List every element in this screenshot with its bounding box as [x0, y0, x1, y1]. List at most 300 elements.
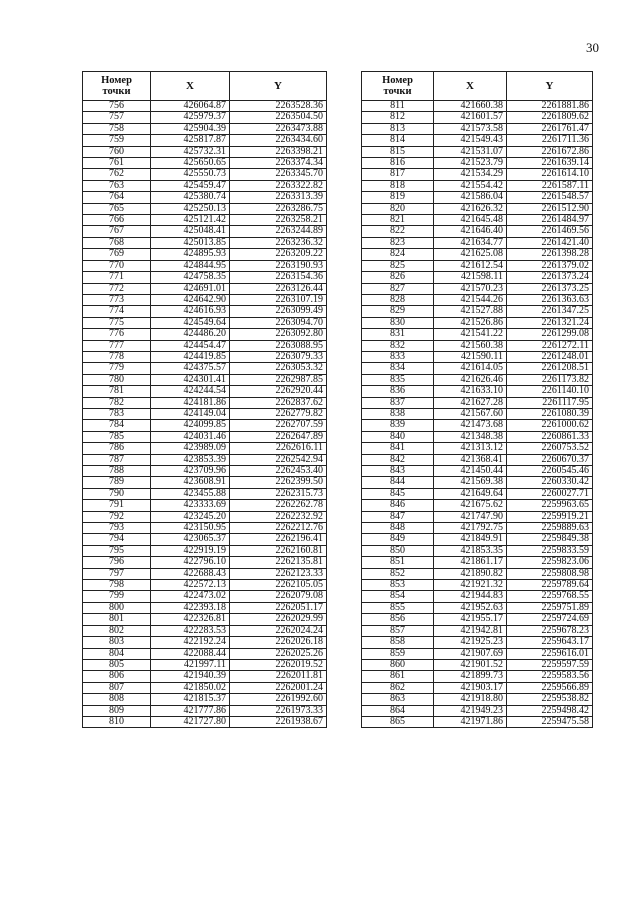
- point-number-cell: 857: [362, 625, 434, 636]
- y-coordinate-cell: 2259919.21: [507, 511, 593, 522]
- y-coordinate-cell: 2262232.92: [230, 511, 327, 522]
- point-number-cell: 774: [83, 306, 151, 317]
- point-number-cell: 803: [83, 637, 151, 648]
- y-coordinate-cell: 2261992.60: [230, 694, 327, 705]
- table-row: [83, 135, 327, 146]
- y-coordinate-cell: 2262019.52: [230, 659, 327, 670]
- y-coordinate-cell: 2262647.89: [230, 431, 327, 442]
- x-coordinate-cell: 421940.39: [151, 671, 230, 682]
- point-number-cell: 838: [362, 408, 434, 419]
- x-coordinate-cell: 424844.95: [151, 260, 230, 271]
- point-number-cell: 863: [362, 694, 434, 705]
- x-coordinate-cell: 421634.77: [434, 237, 507, 248]
- x-coordinate-cell: 421541.22: [434, 329, 507, 340]
- table-row: [83, 648, 327, 659]
- x-coordinate-cell: 424691.01: [151, 283, 230, 294]
- table-row: [362, 534, 593, 545]
- table-row: [83, 351, 327, 362]
- page-number: 30: [586, 40, 599, 55]
- point-number-cell: 790: [83, 488, 151, 499]
- table-header-row: [83, 72, 327, 101]
- y-coordinate-cell: 2261398.28: [507, 249, 593, 260]
- table-row: [362, 614, 593, 625]
- x-coordinate-cell: 421586.04: [434, 192, 507, 203]
- y-coordinate-cell: 2262707.59: [230, 420, 327, 431]
- table-row: [83, 112, 327, 123]
- table-row: [83, 272, 327, 283]
- coordinates-table-right: [361, 71, 593, 728]
- table-body-left: [83, 101, 327, 728]
- point-number-cell: 757: [83, 112, 151, 123]
- table-row: [83, 568, 327, 579]
- table-row: [362, 272, 593, 283]
- x-coordinate-cell: 422572.13: [151, 580, 230, 591]
- point-number-cell: 781: [83, 386, 151, 397]
- y-coordinate-cell: 2259616.01: [507, 648, 593, 659]
- x-coordinate-cell: 421348.38: [434, 431, 507, 442]
- x-coordinate-cell: 424642.90: [151, 294, 230, 305]
- y-coordinate-cell: 2259808.98: [507, 568, 593, 579]
- x-coordinate-cell: 421777.86: [151, 705, 230, 716]
- table-row: [83, 500, 327, 511]
- x-coordinate-cell: 421861.17: [434, 557, 507, 568]
- x-coordinate-cell: 424895.93: [151, 249, 230, 260]
- x-coordinate-cell: 421531.07: [434, 146, 507, 157]
- x-coordinate-cell: 425459.47: [151, 180, 230, 191]
- table-row: [362, 169, 593, 180]
- y-coordinate-cell: 2263126.44: [230, 283, 327, 294]
- y-coordinate-cell: 2260670.37: [507, 454, 593, 465]
- y-coordinate-cell: 2261248.01: [507, 351, 593, 362]
- x-coordinate-cell: 422919.19: [151, 545, 230, 556]
- x-coordinate-cell: 423333.69: [151, 500, 230, 511]
- x-coordinate-cell: 421849.91: [434, 534, 507, 545]
- table-row: [83, 340, 327, 351]
- table-row: [83, 614, 327, 625]
- point-number-cell: 807: [83, 682, 151, 693]
- table-row: [362, 466, 593, 477]
- x-coordinate-cell: 424031.46: [151, 431, 230, 442]
- table-row: [83, 249, 327, 260]
- table-row: [83, 705, 327, 716]
- y-coordinate-cell: 2262025.26: [230, 648, 327, 659]
- y-coordinate-cell: 2262029.99: [230, 614, 327, 625]
- table-row: [83, 671, 327, 682]
- table-row: [362, 602, 593, 613]
- y-coordinate-cell: 2262196.41: [230, 534, 327, 545]
- x-coordinate-cell: 421850.02: [151, 682, 230, 693]
- x-coordinate-cell: 421549.43: [434, 135, 507, 146]
- x-coordinate-cell: 421614.05: [434, 363, 507, 374]
- y-coordinate-cell: 2262453.40: [230, 466, 327, 477]
- table-row: [362, 351, 593, 362]
- table-row: [362, 511, 593, 522]
- table-row: [362, 260, 593, 271]
- y-coordinate-cell: 2261000.62: [507, 420, 593, 431]
- point-number-cell: 853: [362, 580, 434, 591]
- point-number-cell: 831: [362, 329, 434, 340]
- table-row: [362, 682, 593, 693]
- y-coordinate-cell: 2263313.39: [230, 192, 327, 203]
- x-coordinate-cell: 421590.11: [434, 351, 507, 362]
- table-row: [362, 591, 593, 602]
- x-coordinate-cell: 422473.02: [151, 591, 230, 602]
- x-coordinate-cell: 421890.82: [434, 568, 507, 579]
- table-row: [362, 123, 593, 134]
- table-row: [83, 523, 327, 534]
- y-coordinate-cell: 2259768.55: [507, 591, 593, 602]
- table-row: [83, 146, 327, 157]
- point-number-cell: 771: [83, 272, 151, 283]
- x-coordinate-cell: 425380.74: [151, 192, 230, 203]
- y-coordinate-cell: 2261973.33: [230, 705, 327, 716]
- table-row: [362, 306, 593, 317]
- point-number-cell: 782: [83, 397, 151, 408]
- table-row: [83, 397, 327, 408]
- point-number-cell: 779: [83, 363, 151, 374]
- table-row: [83, 591, 327, 602]
- point-number-cell: 858: [362, 637, 434, 648]
- y-coordinate-cell: 2262001.24: [230, 682, 327, 693]
- point-number-cell: 775: [83, 317, 151, 328]
- table-row: [362, 671, 593, 682]
- table-row: [83, 477, 327, 488]
- point-number-cell: 784: [83, 420, 151, 431]
- point-number-cell: 783: [83, 408, 151, 419]
- point-number-cell: 759: [83, 135, 151, 146]
- x-coordinate-cell: 421815.37: [151, 694, 230, 705]
- x-coordinate-cell: 421570.23: [434, 283, 507, 294]
- x-coordinate-cell: 421473.68: [434, 420, 507, 431]
- y-coordinate-cell: 2263092.80: [230, 329, 327, 340]
- y-coordinate-cell: 2259724.69: [507, 614, 593, 625]
- table-row: [83, 363, 327, 374]
- table-row: [83, 329, 327, 340]
- y-coordinate-cell: 2260753.52: [507, 443, 593, 454]
- table-row: [362, 523, 593, 534]
- header-point-number: [83, 72, 151, 101]
- point-number-cell: 832: [362, 340, 434, 351]
- y-coordinate-cell: 2263345.70: [230, 169, 327, 180]
- x-coordinate-cell: 423989.09: [151, 443, 230, 454]
- point-number-cell: 822: [362, 226, 434, 237]
- point-number-cell: 839: [362, 420, 434, 431]
- x-coordinate-cell: 421534.29: [434, 169, 507, 180]
- y-coordinate-cell: 2262837.62: [230, 397, 327, 408]
- table-row: [362, 226, 593, 237]
- point-number-cell: 837: [362, 397, 434, 408]
- table-row: [83, 192, 327, 203]
- x-coordinate-cell: 421554.42: [434, 180, 507, 191]
- x-coordinate-cell: 421942.81: [434, 625, 507, 636]
- x-coordinate-cell: 421567.60: [434, 408, 507, 419]
- x-coordinate-cell: 423853.39: [151, 454, 230, 465]
- x-coordinate-cell: 421997.11: [151, 659, 230, 670]
- y-coordinate-cell: 2262135.81: [230, 557, 327, 568]
- point-number-cell: 767: [83, 226, 151, 237]
- table-row: [83, 226, 327, 237]
- point-number-cell: 806: [83, 671, 151, 682]
- point-number-cell: 833: [362, 351, 434, 362]
- y-coordinate-cell: 2262024.24: [230, 625, 327, 636]
- table-row: [362, 180, 593, 191]
- point-number-cell: 859: [362, 648, 434, 659]
- table-row: [362, 146, 593, 157]
- y-coordinate-cell: 2263236.32: [230, 237, 327, 248]
- point-number-cell: 802: [83, 625, 151, 636]
- x-coordinate-cell: 421633.10: [434, 386, 507, 397]
- table-row: [362, 249, 593, 260]
- table-row: [362, 454, 593, 465]
- y-coordinate-cell: 2261881.86: [507, 101, 593, 112]
- y-coordinate-cell: 2263322.82: [230, 180, 327, 191]
- table-row: [83, 294, 327, 305]
- y-coordinate-cell: 2261761.47: [507, 123, 593, 134]
- y-coordinate-cell: 2261117.95: [507, 397, 593, 408]
- y-coordinate-cell: 2259849.38: [507, 534, 593, 545]
- x-coordinate-cell: 421527.88: [434, 306, 507, 317]
- table-row: [83, 169, 327, 180]
- y-coordinate-cell: 2261299.08: [507, 329, 593, 340]
- x-coordinate-cell: 421899.73: [434, 671, 507, 682]
- table-row: [83, 545, 327, 556]
- x-coordinate-cell: 421792.75: [434, 523, 507, 534]
- table-row: [362, 431, 593, 442]
- x-coordinate-cell: 421626.32: [434, 203, 507, 214]
- table-row: [362, 716, 593, 727]
- y-coordinate-cell: 2263088.95: [230, 340, 327, 351]
- y-coordinate-cell: 2261208.51: [507, 363, 593, 374]
- y-coordinate-cell: 2261469.56: [507, 226, 593, 237]
- x-coordinate-cell: 424244.54: [151, 386, 230, 397]
- y-coordinate-cell: 2261373.24: [507, 272, 593, 283]
- table-row: [83, 158, 327, 169]
- table-row: [83, 215, 327, 226]
- point-number-cell: 860: [362, 659, 434, 670]
- point-number-cell: 762: [83, 169, 151, 180]
- y-coordinate-cell: 2261363.63: [507, 294, 593, 305]
- point-number-cell: 813: [362, 123, 434, 134]
- table-row: [362, 397, 593, 408]
- table-row: [83, 716, 327, 727]
- x-coordinate-cell: 424181.86: [151, 397, 230, 408]
- table-row: [83, 488, 327, 499]
- point-number-cell: 801: [83, 614, 151, 625]
- point-number-cell: 852: [362, 568, 434, 579]
- x-coordinate-cell: 424419.85: [151, 351, 230, 362]
- point-number-cell: 788: [83, 466, 151, 477]
- point-number-cell: 793: [83, 523, 151, 534]
- x-coordinate-cell: 421649.64: [434, 488, 507, 499]
- x-coordinate-cell: 421952.63: [434, 602, 507, 613]
- x-coordinate-cell: 424301.41: [151, 374, 230, 385]
- x-coordinate-cell: 424375.57: [151, 363, 230, 374]
- point-number-cell: 814: [362, 135, 434, 146]
- table-row: [83, 511, 327, 522]
- point-number-cell: 760: [83, 146, 151, 157]
- y-coordinate-cell: 2263209.22: [230, 249, 327, 260]
- x-coordinate-cell: 425650.65: [151, 158, 230, 169]
- table-row: [83, 466, 327, 477]
- point-number-cell: 797: [83, 568, 151, 579]
- table-row: [83, 580, 327, 591]
- y-coordinate-cell: 2259498.42: [507, 705, 593, 716]
- y-coordinate-cell: 2260027.71: [507, 488, 593, 499]
- x-coordinate-cell: 425121.42: [151, 215, 230, 226]
- x-coordinate-cell: 421601.57: [434, 112, 507, 123]
- point-number-cell: 773: [83, 294, 151, 305]
- table-row: [362, 659, 593, 670]
- header-point-number: [362, 72, 434, 101]
- point-number-cell: 861: [362, 671, 434, 682]
- point-number-cell: 816: [362, 158, 434, 169]
- table-row: [362, 192, 593, 203]
- x-coordinate-cell: 421627.28: [434, 397, 507, 408]
- x-coordinate-cell: 421523.79: [434, 158, 507, 169]
- table-row: [362, 545, 593, 556]
- table-row: [362, 386, 593, 397]
- y-coordinate-cell: 2263154.36: [230, 272, 327, 283]
- point-number-cell: 851: [362, 557, 434, 568]
- y-coordinate-cell: 2263107.19: [230, 294, 327, 305]
- x-coordinate-cell: 424616.93: [151, 306, 230, 317]
- point-number-cell: 810: [83, 716, 151, 727]
- point-number-cell: 765: [83, 203, 151, 214]
- table-row: [83, 694, 327, 705]
- point-number-cell: 856: [362, 614, 434, 625]
- x-coordinate-cell: 422192.24: [151, 637, 230, 648]
- point-number-cell: 786: [83, 443, 151, 454]
- table-row: [83, 237, 327, 248]
- point-number-cell: 769: [83, 249, 151, 260]
- y-coordinate-cell: 2261548.57: [507, 192, 593, 203]
- x-coordinate-cell: 421626.46: [434, 374, 507, 385]
- point-number-cell: 848: [362, 523, 434, 534]
- x-coordinate-cell: 425013.85: [151, 237, 230, 248]
- table-row: [83, 203, 327, 214]
- table-row: [362, 705, 593, 716]
- point-number-cell: 865: [362, 716, 434, 727]
- y-coordinate-cell: 2262779.82: [230, 408, 327, 419]
- y-coordinate-cell: 2263504.50: [230, 112, 327, 123]
- point-number-cell: 854: [362, 591, 434, 602]
- y-coordinate-cell: 2263258.21: [230, 215, 327, 226]
- y-coordinate-cell: 2263053.32: [230, 363, 327, 374]
- y-coordinate-cell: 2263079.33: [230, 351, 327, 362]
- table-row: [83, 317, 327, 328]
- point-number-cell: 843: [362, 466, 434, 477]
- point-number-cell: 768: [83, 237, 151, 248]
- y-coordinate-cell: 2259643.17: [507, 637, 593, 648]
- point-number-cell: 823: [362, 237, 434, 248]
- x-coordinate-cell: 421625.08: [434, 249, 507, 260]
- x-coordinate-cell: 423709.96: [151, 466, 230, 477]
- x-coordinate-cell: 421727.80: [151, 716, 230, 727]
- y-coordinate-cell: 2259583.56: [507, 671, 593, 682]
- table-row: [362, 215, 593, 226]
- point-number-cell: 785: [83, 431, 151, 442]
- y-coordinate-cell: 2262987.85: [230, 374, 327, 385]
- point-number-cell: 826: [362, 272, 434, 283]
- table-row: [83, 408, 327, 419]
- point-number-cell: 821: [362, 215, 434, 226]
- table-row: [362, 488, 593, 499]
- x-coordinate-cell: 421921.32: [434, 580, 507, 591]
- header-point-line2: точки: [102, 86, 131, 97]
- x-coordinate-cell: 421918.80: [434, 694, 507, 705]
- x-coordinate-cell: 421901.52: [434, 659, 507, 670]
- x-coordinate-cell: 421560.38: [434, 340, 507, 351]
- point-number-cell: 817: [362, 169, 434, 180]
- y-coordinate-cell: 2263099.49: [230, 306, 327, 317]
- y-coordinate-cell: 2263244.89: [230, 226, 327, 237]
- x-coordinate-cell: 421944.83: [434, 591, 507, 602]
- y-coordinate-cell: 2261809.62: [507, 112, 593, 123]
- point-number-cell: 811: [362, 101, 434, 112]
- y-coordinate-cell: 2262105.05: [230, 580, 327, 591]
- point-number-cell: 804: [83, 648, 151, 659]
- y-coordinate-cell: 2259597.59: [507, 659, 593, 670]
- y-coordinate-cell: 2260330.42: [507, 477, 593, 488]
- x-coordinate-cell: 421526.86: [434, 317, 507, 328]
- point-number-cell: 756: [83, 101, 151, 112]
- point-number-cell: 772: [83, 283, 151, 294]
- point-number-cell: 763: [83, 180, 151, 191]
- table-row: [83, 682, 327, 693]
- header-x: X: [434, 72, 507, 101]
- header-y: Y: [507, 72, 593, 101]
- point-number-cell: 840: [362, 431, 434, 442]
- table-row: [83, 602, 327, 613]
- point-number-cell: 791: [83, 500, 151, 511]
- y-coordinate-cell: 2261938.67: [230, 716, 327, 727]
- y-coordinate-cell: 2263528.36: [230, 101, 327, 112]
- table-row: [362, 625, 593, 636]
- x-coordinate-cell: 421907.69: [434, 648, 507, 659]
- x-coordinate-cell: 421612.54: [434, 260, 507, 271]
- table-row: [83, 386, 327, 397]
- x-coordinate-cell: 424099.85: [151, 420, 230, 431]
- table-row: [362, 420, 593, 431]
- point-number-cell: 836: [362, 386, 434, 397]
- x-coordinate-cell: 424758.35: [151, 272, 230, 283]
- x-coordinate-cell: 421645.48: [434, 215, 507, 226]
- y-coordinate-cell: 2262026.18: [230, 637, 327, 648]
- coordinates-table-left: [82, 71, 327, 728]
- table-row: [362, 203, 593, 214]
- table-row: [362, 557, 593, 568]
- y-coordinate-cell: 2261421.40: [507, 237, 593, 248]
- point-number-cell: 827: [362, 283, 434, 294]
- header-point-line1: Номер: [382, 75, 413, 86]
- point-number-cell: 828: [362, 294, 434, 305]
- point-number-cell: 846: [362, 500, 434, 511]
- x-coordinate-cell: 421925.23: [434, 637, 507, 648]
- y-coordinate-cell: 2261614.10: [507, 169, 593, 180]
- y-coordinate-cell: 2262079.08: [230, 591, 327, 602]
- point-number-cell: 835: [362, 374, 434, 385]
- y-coordinate-cell: 2261711.36: [507, 135, 593, 146]
- x-coordinate-cell: 421747.90: [434, 511, 507, 522]
- point-number-cell: 764: [83, 192, 151, 203]
- point-number-cell: 844: [362, 477, 434, 488]
- y-coordinate-cell: 2262123.33: [230, 568, 327, 579]
- point-number-cell: 849: [362, 534, 434, 545]
- table-row: [83, 454, 327, 465]
- x-coordinate-cell: 425048.41: [151, 226, 230, 237]
- y-coordinate-cell: 2263473.88: [230, 123, 327, 134]
- table-row: [362, 340, 593, 351]
